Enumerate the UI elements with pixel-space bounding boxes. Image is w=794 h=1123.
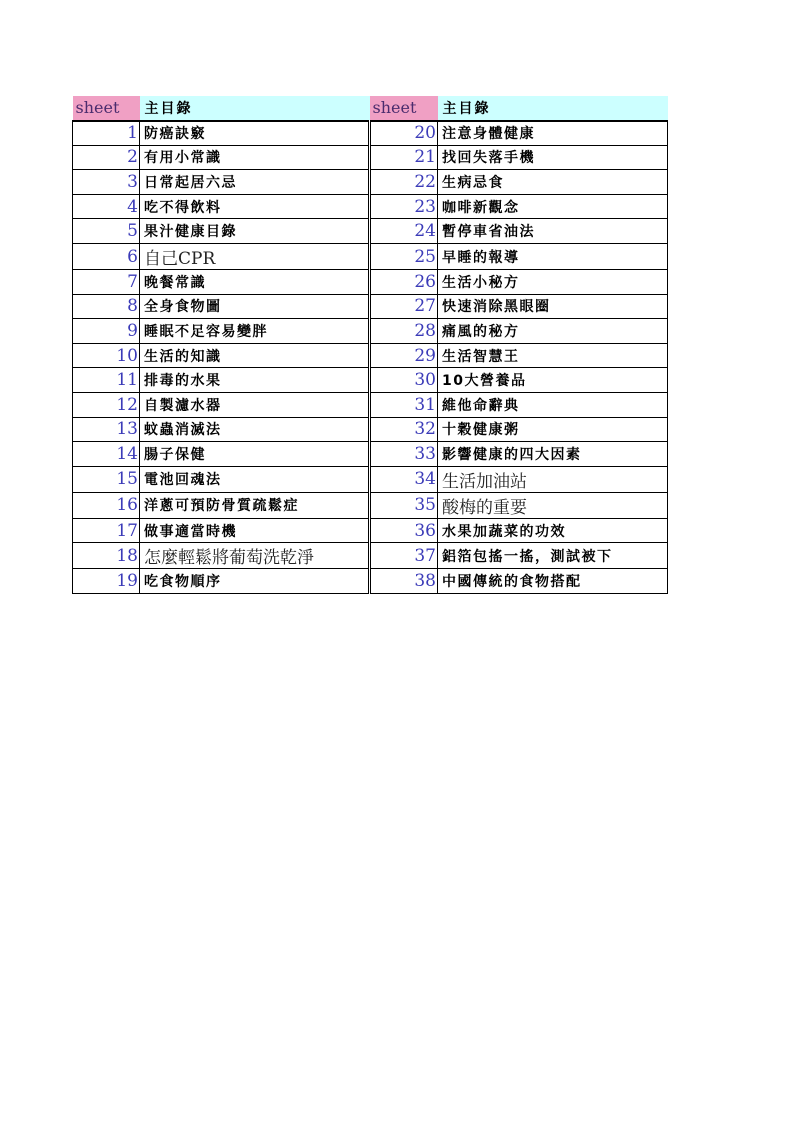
sheet-number-link[interactable]: 16 (73, 492, 140, 518)
sheet-number-link[interactable]: 6 (73, 244, 140, 270)
sheet-title-link[interactable]: 自己CPR (140, 244, 370, 270)
sheet-number-link[interactable]: 4 (73, 194, 140, 219)
sheet-column-header: sheet (73, 96, 140, 121)
sheet-number-link[interactable]: 26 (370, 270, 438, 295)
sheet-title-link[interactable]: 晚餐常識 (140, 270, 370, 295)
table-row (73, 442, 668, 467)
sheet-title-link[interactable]: 中國傳統的食物搭配 (438, 569, 668, 594)
sheet-number-link[interactable]: 24 (370, 219, 438, 244)
sheet-number-link[interactable]: 18 (73, 543, 140, 569)
sheet-title-link[interactable]: 生病忌食 (438, 170, 668, 195)
sheet-number-link[interactable]: 33 (370, 442, 438, 467)
sheet-title-link[interactable]: 生活小秘方 (438, 270, 668, 295)
table-row (73, 319, 668, 344)
table-row (73, 492, 668, 518)
sheet-title-link[interactable]: 電池回魂法 (140, 466, 370, 492)
sheet-number-link[interactable]: 38 (370, 569, 438, 594)
table-row (73, 270, 668, 295)
sheet-number-link[interactable]: 23 (370, 194, 438, 219)
sheet-number-link[interactable]: 2 (73, 145, 140, 170)
sheet-title-link[interactable]: 生活智慧王 (438, 343, 668, 368)
sheet-number-link[interactable]: 35 (370, 492, 438, 518)
sheet-title-link[interactable]: 生活加油站 (438, 466, 668, 492)
sheet-title-link[interactable]: 排毒的水果 (140, 368, 370, 393)
sheet-number-link[interactable]: 12 (73, 393, 140, 418)
sheet-title-link[interactable]: 痛風的秘方 (438, 319, 668, 344)
sheet-title-link[interactable]: 洋蔥可預防骨質疏鬆症 (140, 492, 370, 518)
table-row (73, 170, 668, 195)
table-row (73, 569, 668, 594)
sheet-title-link[interactable]: 日常起居六忌 (140, 170, 370, 195)
sheet-number-link[interactable]: 15 (73, 466, 140, 492)
sheet-number-link[interactable]: 10 (73, 343, 140, 368)
sheet-number-link[interactable]: 34 (370, 466, 438, 492)
sheet-title-link[interactable]: 鋁箔包搖一搖，測試被下 (438, 543, 668, 569)
sheet-title-link[interactable]: 怎麼輕鬆將葡萄洗乾淨 (140, 543, 370, 569)
sheet-title-link[interactable]: 影響健康的四大因素 (438, 442, 668, 467)
sheet-title-link[interactable]: 咖啡新觀念 (438, 194, 668, 219)
sheet-number-link[interactable]: 20 (370, 121, 438, 146)
sheet-number-link[interactable]: 25 (370, 244, 438, 270)
title-column-header: 主目錄 (438, 96, 668, 121)
table-row (73, 219, 668, 244)
sheet-number-link[interactable]: 7 (73, 270, 140, 295)
table-row (73, 343, 668, 368)
sheet-title-link[interactable]: 維他命辭典 (438, 393, 668, 418)
sheet-number-link[interactable]: 36 (370, 518, 438, 543)
sheet-number-link[interactable]: 1 (73, 121, 140, 146)
sheet-number-link[interactable]: 21 (370, 145, 438, 170)
sheet-title-link[interactable]: 注意身體健康 (438, 121, 668, 146)
sheet-title-link[interactable]: 十穀健康粥 (438, 417, 668, 442)
sheet-title-link[interactable]: 睡眠不足容易變胖 (140, 319, 370, 344)
sheet-number-link[interactable]: 31 (370, 393, 438, 418)
sheet-index-table (72, 96, 668, 594)
sheet-title-link[interactable]: 自製濾水器 (140, 393, 370, 418)
sheet-number-link[interactable]: 22 (370, 170, 438, 195)
sheet-number-link[interactable]: 8 (73, 294, 140, 319)
table-row (73, 121, 668, 146)
table-row (73, 466, 668, 492)
sheet-title-link[interactable]: 早睡的報導 (438, 244, 668, 270)
table-row (73, 294, 668, 319)
sheet-number-link[interactable]: 14 (73, 442, 140, 467)
table-row (73, 543, 668, 569)
sheet-title-link[interactable]: 10大營養品 (438, 368, 668, 393)
sheet-number-link[interactable]: 5 (73, 219, 140, 244)
table-row (73, 417, 668, 442)
sheet-number-link[interactable]: 27 (370, 294, 438, 319)
sheet-title-link[interactable]: 吃不得飲料 (140, 194, 370, 219)
sheet-number-link[interactable]: 3 (73, 170, 140, 195)
sheet-column-header: sheet (370, 96, 438, 121)
sheet-number-link[interactable]: 29 (370, 343, 438, 368)
table-row (73, 145, 668, 170)
sheet-title-link[interactable]: 水果加蔬菜的功效 (438, 518, 668, 543)
sheet-title-link[interactable]: 酸梅的重要 (438, 492, 668, 518)
table-row (73, 393, 668, 418)
sheet-title-link[interactable]: 找回失落手機 (438, 145, 668, 170)
sheet-number-link[interactable]: 17 (73, 518, 140, 543)
table-row (73, 368, 668, 393)
sheet-title-link[interactable]: 做事適當時機 (140, 518, 370, 543)
sheet-title-link[interactable]: 腸子保健 (140, 442, 370, 467)
sheet-number-link[interactable]: 28 (370, 319, 438, 344)
sheet-title-link[interactable]: 防癌訣竅 (140, 121, 370, 146)
sheet-number-link[interactable]: 9 (73, 319, 140, 344)
sheet-title-link[interactable]: 快速消除黑眼圈 (438, 294, 668, 319)
table-row (73, 244, 668, 270)
header-row (73, 96, 668, 121)
sheet-title-link[interactable]: 果汁健康目錄 (140, 219, 370, 244)
sheet-title-link[interactable]: 生活的知識 (140, 343, 370, 368)
sheet-number-link[interactable]: 37 (370, 543, 438, 569)
sheet-number-link[interactable]: 30 (370, 368, 438, 393)
sheet-title-link[interactable]: 吃食物順序 (140, 569, 370, 594)
sheet-number-link[interactable]: 13 (73, 417, 140, 442)
table-row (73, 194, 668, 219)
sheet-title-link[interactable]: 有用小常識 (140, 145, 370, 170)
table-row (73, 518, 668, 543)
sheet-number-link[interactable]: 11 (73, 368, 140, 393)
sheet-title-link[interactable]: 暫停車省油法 (438, 219, 668, 244)
sheet-title-link[interactable]: 全身食物圖 (140, 294, 370, 319)
title-column-header: 主目錄 (140, 96, 370, 121)
sheet-number-link[interactable]: 19 (73, 569, 140, 594)
sheet-title-link[interactable]: 蚊蟲消滅法 (140, 417, 370, 442)
sheet-number-link[interactable]: 32 (370, 417, 438, 442)
